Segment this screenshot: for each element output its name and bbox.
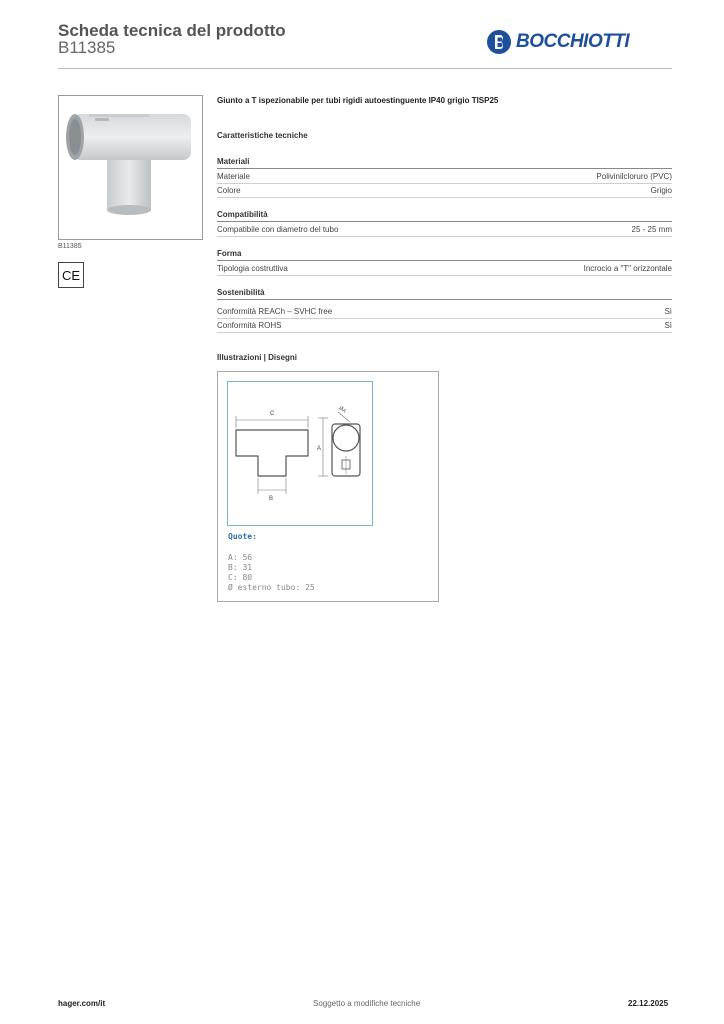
- spec-group-title: Compatibilità: [217, 210, 672, 222]
- ce-mark-icon: CE: [58, 262, 84, 288]
- quote-line: C: 80: [228, 573, 253, 582]
- illustrations-title: Illustrazioni | Disegni: [217, 353, 298, 362]
- spec-value: Polivinilcloruro (PVC): [596, 172, 672, 181]
- spec-group-title: Sostenibilità: [217, 288, 672, 300]
- page-title: Scheda tecnica del prodotto: [58, 21, 286, 40]
- spec-group-title: Forma: [217, 249, 672, 261]
- dim-label-a: A: [317, 446, 322, 452]
- footer-notice: Soggetto a modifiche tecniche: [313, 999, 421, 1008]
- dimension-drawing: [228, 382, 372, 525]
- logo-text: BOCCHIOTTI: [516, 31, 630, 52]
- product-description: Giunto a T ispezionabile per tubi rigidi autoestinguente IP40 grigio TISP25: [217, 96, 499, 105]
- spec-group-title: Materiali: [217, 157, 672, 169]
- spec-row: [217, 321, 672, 333]
- spec-row: [217, 307, 672, 319]
- spec-value: Sì: [664, 321, 672, 330]
- quote-line: A: 56: [228, 553, 253, 562]
- spec-label: Colore: [217, 186, 241, 195]
- spec-row: [217, 186, 672, 198]
- product-photo: [58, 95, 203, 240]
- quote-line: B: 31: [228, 563, 253, 572]
- brand-logo: [486, 29, 629, 55]
- drawing-frame: [227, 381, 373, 526]
- spec-value: Incrocio a "T" orizzontale: [583, 264, 672, 273]
- spec-label: Tipologia costruttiva: [217, 264, 288, 273]
- spec-label: Conformità REACh – SVHC free: [217, 307, 333, 316]
- header-divider: [58, 68, 672, 69]
- spec-row: [217, 264, 672, 276]
- dim-label-b: B: [269, 496, 274, 502]
- spec-row: [217, 172, 672, 184]
- dim-label-c: C: [270, 411, 275, 417]
- t-joint-image: [59, 96, 202, 239]
- spec-value: Grigio: [650, 186, 672, 195]
- product-code: B11385: [58, 38, 116, 57]
- quotes-title: Quote:: [228, 532, 257, 541]
- bocchiotti-logo-icon: [486, 29, 512, 55]
- spec-row: [217, 225, 672, 237]
- photo-caption: B11385: [58, 243, 82, 250]
- spec-label: Compatibile con diametro del tubo: [217, 225, 339, 234]
- footer-website: hager.com/it: [58, 999, 106, 1008]
- quote-line: Ø esterno tubo: 25: [228, 583, 315, 592]
- technical-drawing: [217, 371, 439, 602]
- spec-label: Materiale: [217, 172, 250, 181]
- spec-value: 25 - 25 mm: [631, 225, 672, 234]
- spec-value: Sì: [664, 307, 672, 316]
- footer-date: 22.12.2025: [628, 999, 669, 1008]
- spec-label: Conformità ROHS: [217, 321, 282, 330]
- specs-section-title: Caratteristiche tecniche: [217, 131, 308, 140]
- dim-label-phi: ØA: [337, 405, 348, 415]
